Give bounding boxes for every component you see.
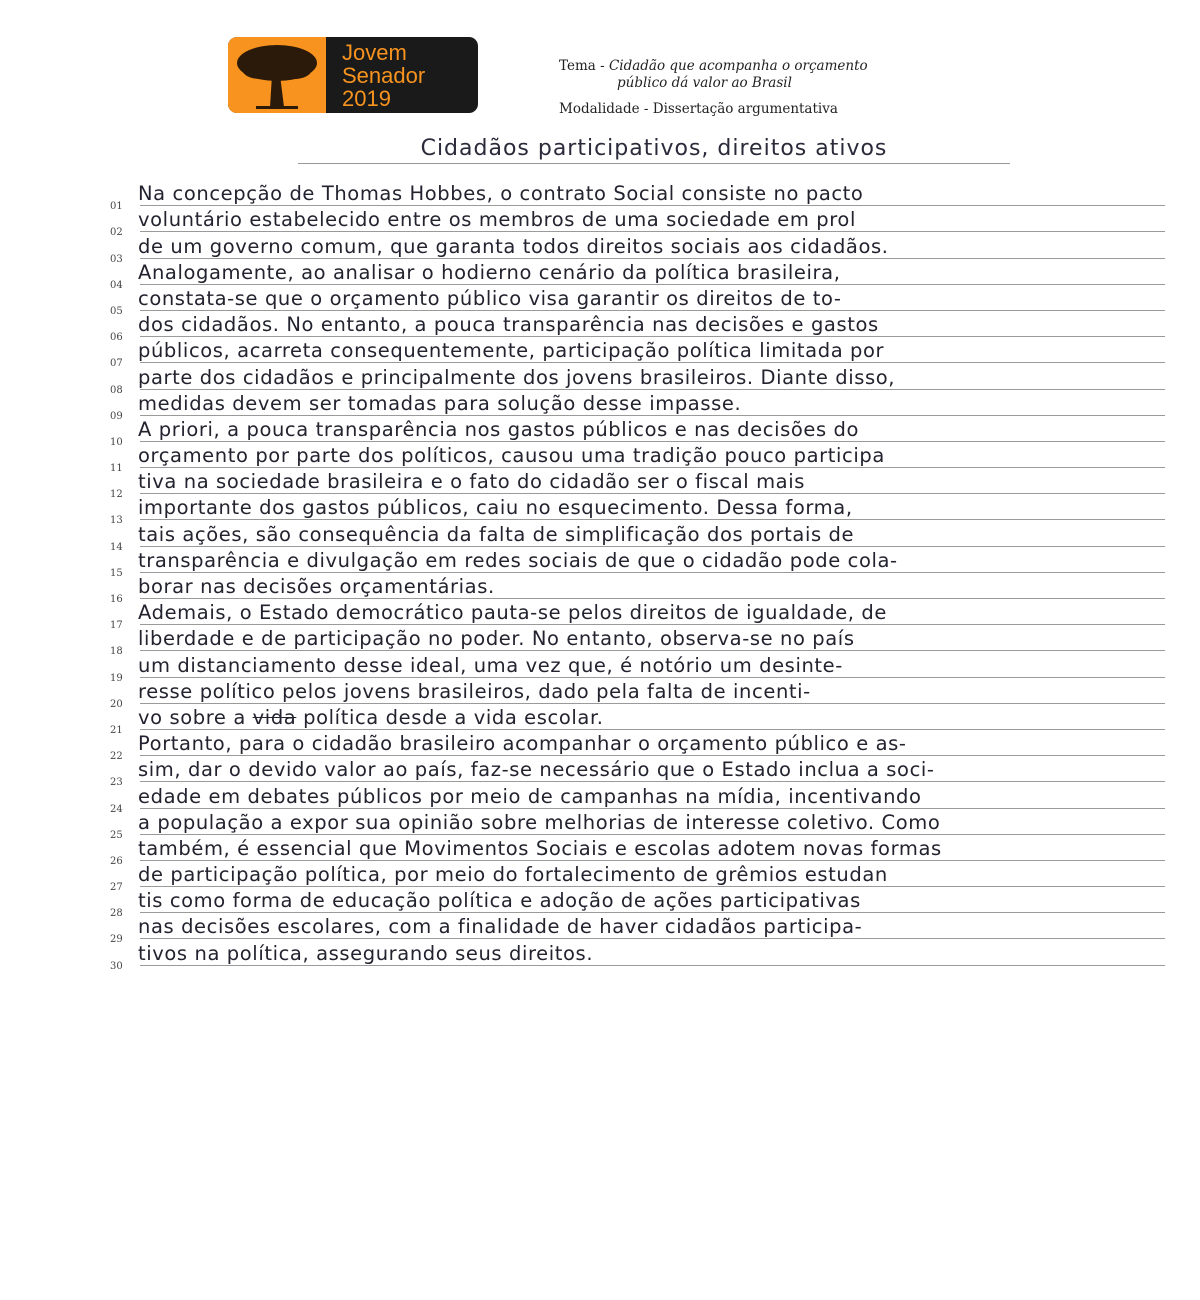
line-text-main: Ademais, o Estado democrático pauta-se pelos direitos de igualdade, de <box>138 601 887 625</box>
logo-line-2: Senador <box>342 63 426 88</box>
line-number: 19 <box>110 672 123 684</box>
line-text-main: um distanciamento desse ideal, uma vez que, é notório um desinte- <box>138 653 843 677</box>
line-text <box>138 418 859 441</box>
essay-line <box>100 809 1170 841</box>
line-text-main: vo sobre a <box>138 705 253 729</box>
line-number: 23 <box>110 777 123 789</box>
line-number: 20 <box>110 698 123 710</box>
line-text-main: tais ações, são consequência da falta de simplificação dos portais de <box>138 522 855 546</box>
line-number: 26 <box>110 855 123 867</box>
line-text-main: de um governo comum, que garanta todos direitos sociais aos cidadãos. <box>138 234 889 258</box>
essay-line <box>100 573 1170 605</box>
essay-line <box>100 259 1170 291</box>
essay-line <box>100 468 1170 501</box>
line-text <box>138 549 898 572</box>
line-text-main: Portanto, para o cidadão brasileiro acompanhar o orçamento público e as- <box>138 732 907 756</box>
line-number: 05 <box>110 305 123 317</box>
line-number: 27 <box>110 882 123 894</box>
line-text-main: importante dos gastos públicos, caiu no esquecimento. Dessa forma, <box>138 496 853 520</box>
line-number: 10 <box>110 436 123 448</box>
line-text <box>138 942 593 965</box>
jovem-senador-logo <box>228 37 478 113</box>
line-text <box>138 523 854 546</box>
line-text-main: sim, dar o devido valor ao país, faz-se necessário que o Estado inclua a soci- <box>138 758 935 782</box>
line-number: 21 <box>110 724 123 736</box>
line-text-main: dos cidadãos. No entanto, a pouca transparência nas decisões e gastos <box>138 313 879 337</box>
line-text-main: tiva na sociedade brasileira e o fato do cidadão ser o fiscal mais <box>138 470 805 494</box>
essay-lines <box>100 180 1170 972</box>
essay-line <box>100 390 1170 422</box>
line-text <box>138 182 863 205</box>
essay-line <box>100 704 1170 736</box>
line-number: 15 <box>110 567 123 579</box>
line-text <box>138 575 495 598</box>
essay-line <box>100 180 1170 213</box>
essay-line <box>100 835 1170 867</box>
essay-line <box>100 782 1170 815</box>
line-text-main: resse político pelos jovens brasileiros, dado pela falta de incenti- <box>138 679 811 703</box>
line-text <box>138 654 843 677</box>
line-text-main: parte dos cidadãos e principalmente dos jovens brasileiros. Diante disso, <box>138 365 896 389</box>
essay-line <box>100 442 1170 475</box>
struck-word: vida <box>252 705 297 729</box>
theme-label: Tema - <box>559 58 609 74</box>
line-text <box>138 392 741 415</box>
line-number: 24 <box>110 803 123 815</box>
essay-line <box>100 599 1170 632</box>
line-text <box>138 627 855 650</box>
logo-line-1: Jovem <box>342 40 407 65</box>
essay-title: Cidadãos participativos, direitos ativos <box>298 136 1010 164</box>
theme <box>559 58 868 92</box>
line-text-after: política desde a vida escolar. <box>296 705 604 729</box>
ruled-line <box>140 965 1165 966</box>
line-text-main: constata-se que o orçamento público visa garantir os direitos de to- <box>138 286 842 310</box>
line-text <box>138 261 841 284</box>
line-number: 29 <box>110 934 123 946</box>
line-text <box>138 470 805 493</box>
essay-line <box>100 625 1170 658</box>
line-number: 01 <box>110 201 123 213</box>
line-text-main: de participação política, por meio do fortalecimento de grêmios estudan <box>138 863 888 887</box>
logo-line-3: 2019 <box>342 86 391 111</box>
line-number: 25 <box>110 829 123 841</box>
line-text <box>138 339 884 362</box>
line-text <box>138 601 887 624</box>
line-text-main: Na concepção de Thomas Hobbes, o contrato Social consiste no pacto <box>138 182 864 206</box>
essay-line <box>100 285 1170 317</box>
line-text <box>138 837 942 860</box>
line-text-main: orçamento por parte dos políticos, causou uma tradição pouco participa <box>138 444 885 468</box>
line-number: 28 <box>110 908 123 920</box>
line-text-main: tivos na política, assegurando seus direitos. <box>138 941 594 965</box>
essay-line <box>100 861 1170 894</box>
line-text-main: Analogamente, ao analisar o hodierno cenário da política brasileira, <box>138 260 841 284</box>
line-text <box>138 208 856 231</box>
line-number: 06 <box>110 332 123 344</box>
line-text-main: liberdade e de participação no poder. No entanto, observa-se no país <box>138 627 855 651</box>
essay-line <box>100 756 1170 789</box>
line-text <box>138 811 940 834</box>
line-text <box>138 706 604 729</box>
essay-line <box>100 913 1170 946</box>
essay-line <box>100 337 1170 370</box>
line-number: 13 <box>110 515 123 527</box>
line-number: 07 <box>110 358 123 370</box>
essay-line <box>100 651 1170 684</box>
line-text-main: borar nas decisões orçamentárias. <box>138 575 495 598</box>
line-text-main: nas decisões escolares, com a finalidade de haver cidadãos participa- <box>138 915 863 939</box>
line-text <box>138 863 888 886</box>
line-text <box>138 366 895 389</box>
essay-line <box>100 311 1170 344</box>
essay-line <box>100 494 1170 527</box>
line-number: 16 <box>110 594 123 605</box>
line-text-main: a população a expor sua opinião sobre melhorias de interesse coletivo. Como <box>138 810 941 834</box>
line-text <box>138 235 889 258</box>
essay-line <box>100 730 1170 763</box>
line-number: 30 <box>110 960 123 972</box>
line-text <box>138 732 907 755</box>
line-text-main: edade em debates públicos por meio de campanhas na mídia, incentivando <box>138 784 922 808</box>
essay-line <box>100 363 1170 396</box>
line-text-main: também, é essencial que Movimentos Sociais e escolas adotem novas formas <box>138 836 942 860</box>
line-number: 11 <box>110 463 123 475</box>
line-number: 03 <box>110 253 123 265</box>
essay-line <box>100 520 1170 553</box>
line-text-main: voluntário estabelecido entre os membros de uma sociedade em prol <box>138 208 856 232</box>
line-text-main: tis como forma de educação política e adoção de ações participativas <box>138 889 861 913</box>
line-number: 18 <box>110 646 123 658</box>
line-text <box>138 758 935 781</box>
theme-text-2: público dá valor ao Brasil <box>617 75 792 91</box>
line-number: 08 <box>110 384 123 396</box>
line-number: 09 <box>110 410 123 422</box>
essay-line <box>100 887 1170 920</box>
line-number: 22 <box>110 751 123 763</box>
line-text <box>138 287 842 310</box>
essay-line <box>100 678 1170 710</box>
line-text-main: A priori, a pouca transparência nos gastos públicos e nas decisões do <box>138 417 860 441</box>
line-number: 12 <box>110 489 123 501</box>
line-number: 14 <box>110 541 123 553</box>
line-text <box>138 313 879 336</box>
line-number: 02 <box>110 227 123 239</box>
line-text <box>138 444 885 467</box>
line-text-main: públicos, acarreta consequentemente, participação política limitada por <box>138 339 885 363</box>
line-text <box>138 889 861 912</box>
line-text <box>138 680 811 703</box>
line-number: 04 <box>110 279 123 291</box>
theme-text-1: Cidadão que acompanha o orçamento <box>608 58 868 74</box>
line-text <box>138 785 922 808</box>
essay-line <box>100 206 1170 239</box>
line-text <box>138 496 853 519</box>
line-number: 17 <box>110 620 123 632</box>
essay-line <box>100 547 1170 579</box>
line-text-main: medidas devem ser tomadas para solução desse impasse. <box>138 391 742 415</box>
essay-line <box>100 939 1170 972</box>
modality: Modalidade - Dissertação argumentativa <box>559 101 838 117</box>
line-text-main: transparência e divulgação em redes sociais de que o cidadão pode cola- <box>138 548 898 572</box>
essay-line <box>100 232 1170 265</box>
tree-icon <box>228 37 326 113</box>
line-text <box>138 915 862 938</box>
essay-line <box>100 416 1170 448</box>
